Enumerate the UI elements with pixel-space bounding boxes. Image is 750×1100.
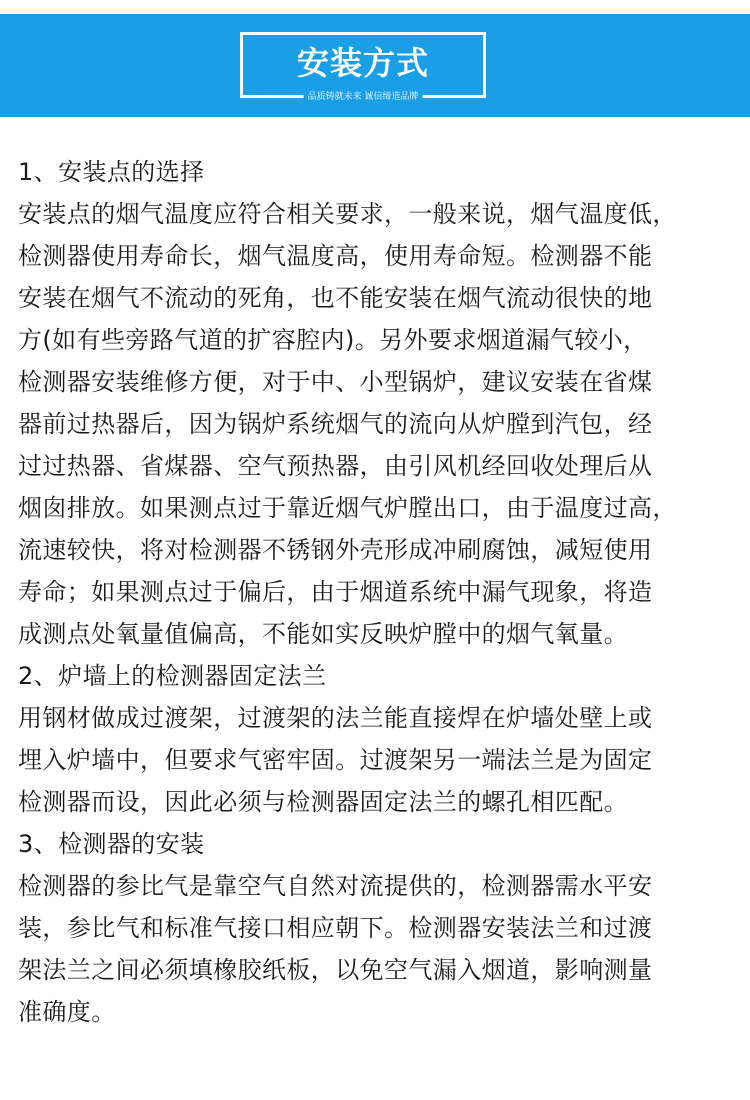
text-line: 检测器使用寿命长，烟气温度高，使用寿命短。检测器不能 [18,242,653,270]
text-line: 准确度。 [18,998,116,1026]
text-line: 装，参比气和标准气接口相应朝下。检测器安装法兰和过渡 [18,914,653,942]
article-body [0,117,743,1033]
text-line: 烟囱排放。如果测点过于靠近烟气炉膛出口，由于温度过高， [18,494,677,522]
text-line: 方(如有些旁路气道的扩容腔内)。另外要求烟道漏气较小， [18,326,648,354]
text-line: 流速较快，将对检测器不锈钢外壳形成冲刷腐蚀，减短使用 [18,536,653,564]
text-line: 安装点的烟气温度应符合相关要求，一般来说，烟气温度低， [18,200,677,228]
text-line: 检测器而设，因此必须与检测器固定法兰的螺孔相匹配。 [18,788,628,816]
text-line: 用钢材做成过渡架，过渡架的法兰能直接焊在炉墙处壁上或 [18,704,653,732]
text-line: 成测点处氧量值偏高，不能如实反映炉膛中的烟气氧量。 [18,620,628,648]
text-line: 架法兰之间必须填橡胶纸板，以免空气漏入烟道，影响测量 [18,956,653,984]
text-line: 埋入炉墙中，但要求气密牢固。过渡架另一端法兰是为固定 [18,746,653,774]
section-heading: 1、安装点的选择 [18,158,205,186]
text-line: 安装在烟气不流动的死角，也不能安装在烟气流动很快的地 [18,284,653,312]
title-frame [240,32,486,102]
text-line: 过过热器、省煤器、空气预热器，由引风机经回收处理后从 [18,452,653,480]
text-line: 检测器安装维修方便，对于中、小型锅炉，建议安装在省煤 [18,368,653,396]
page-title: 安装方式 [296,44,429,82]
text-line: 器前过热器后，因为锅炉系统烟气的流向从炉膛到汽包，经 [18,410,653,438]
text-line: 检测器的参比气是靠空气自然对流提供的，检测器需水平安 [18,872,653,900]
slogan: 品质铸就未来 诚信缔造品牌 [304,91,423,103]
text-line: 寿命；如果测点过于偏后，由于烟道系统中漏气现象，将造 [18,578,653,606]
header-banner [0,14,750,117]
section-heading: 2、炉墙上的检测器固定法兰 [18,662,327,690]
section-heading: 3、检测器的安装 [18,830,205,858]
